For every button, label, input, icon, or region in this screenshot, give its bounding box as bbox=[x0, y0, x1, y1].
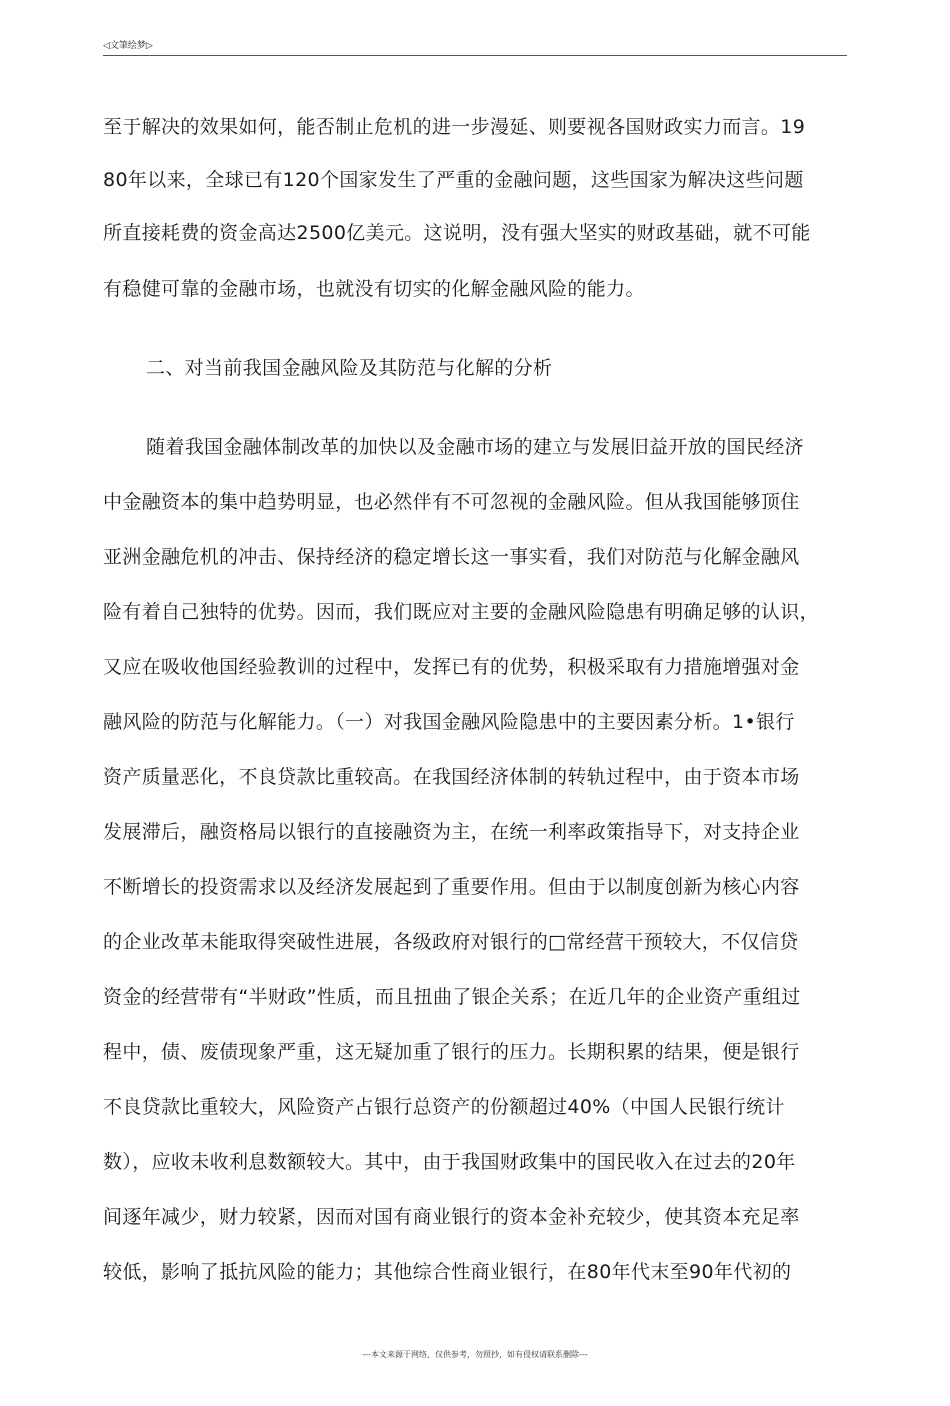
paragraph-3-line-11: 资金的经营带有“半财政”性质，而且扭曲了银企关系；在近几年的企业资产重组过 bbox=[103, 986, 801, 1008]
paragraph-1-line-2: 80年以来，全球已有120个国家发生了严重的金融问题，这些国家为解决这些问题 bbox=[103, 169, 804, 191]
paragraph-3-line-13: 不良贷款比重较大，风险资产占银行总资产的份额超过40%（中国人民银行统计 bbox=[103, 1096, 785, 1118]
paragraph-3-line-12: 程中，债、废债现象严重，这无疑加重了银行的压力。长期积累的结果，便是银行 bbox=[103, 1041, 800, 1063]
paragraph-3-line-3: 亚洲金融危机的冲击、保持经济的稳定增长这一事实看，我们对防范与化解金融风 bbox=[103, 546, 800, 568]
paragraph-1-line-1: 至于解决的效果如何，能否制止危机的进一步漫延、则要视各国财政实力而言。19 bbox=[103, 116, 806, 138]
paragraph-3-line-10: 的企业改革未能取得突破性进展，各级政府对银行的□常经营干预较大，不仅信贷 bbox=[103, 931, 799, 953]
paragraph-3-line-1: 随着我国金融体制改革的加快以及金融市场的建立与发展旧益开放的国民经济 bbox=[146, 436, 804, 458]
paragraph-1-line-3: 所直接耗费的资金高达2500亿美元。这说明，没有强大坚实的财政基础，就不可能 bbox=[103, 222, 811, 244]
paragraph-3-line-8: 发展滞后，融资格局以银行的直接融资为主，在统一利率政策指导下，对支持企业 bbox=[103, 821, 800, 843]
paragraph-3-line-6: 融风险的防范与化解能力。（一）对我国金融风险隐患中的主要因素分析。1•银行 bbox=[103, 711, 795, 733]
paragraph-3-line-14: 数），应收未收利息数额较大。其中，由于我国财政集中的国民收入在过去的20年 bbox=[103, 1151, 796, 1173]
paragraph-1-line-4: 有稳健可靠的金融市场，也就没有切实的化解金融风险的能力。 bbox=[103, 278, 645, 300]
page-header bbox=[103, 38, 847, 56]
paragraph-3-line-7: 资产质量恶化，不良贷款比重较高。在我国经济体制的转轨过程中，由于资本市场 bbox=[103, 766, 800, 788]
page-footer-disclaimer: ---本文来源于网络，仅供参考，勿照抄，如有侵权请联系删除--- bbox=[362, 1350, 588, 1359]
section-heading: 二、对当前我国金融风险及其防范与化解的分析 bbox=[146, 357, 553, 379]
paragraph-3-line-9: 不断增长的投资需求以及经济发展起到了重要作用。但由于以制度创新为核心内容 bbox=[103, 876, 800, 898]
header-logo-text: ◁文筆绘梦▷ bbox=[103, 41, 153, 51]
paragraph-3-line-2: 中金融资本的集中趋势明显，也必然伴有不可忽视的金融风险。但从我国能够顶住 bbox=[103, 491, 800, 513]
header-divider bbox=[103, 55, 847, 56]
paragraph-3-line-4: 险有着自己独特的优势。因而，我们既应对主要的金融风险隐患有明确足够的认识， bbox=[103, 601, 819, 623]
paragraph-3-line-5: 又应在吸收他国经验教训的过程中，发挥已有的优势，积极采取有力措施增强对金 bbox=[103, 656, 800, 678]
paragraph-3-line-15: 间逐年减少，财力较紧，因而对国有商业银行的资本金补充较少，使其资本充足率 bbox=[103, 1206, 800, 1228]
paragraph-3-line-16: 较低，影响了抵抗风险的能力；其他综合性商业银行，在80年代末至90年代初的 bbox=[103, 1261, 792, 1283]
